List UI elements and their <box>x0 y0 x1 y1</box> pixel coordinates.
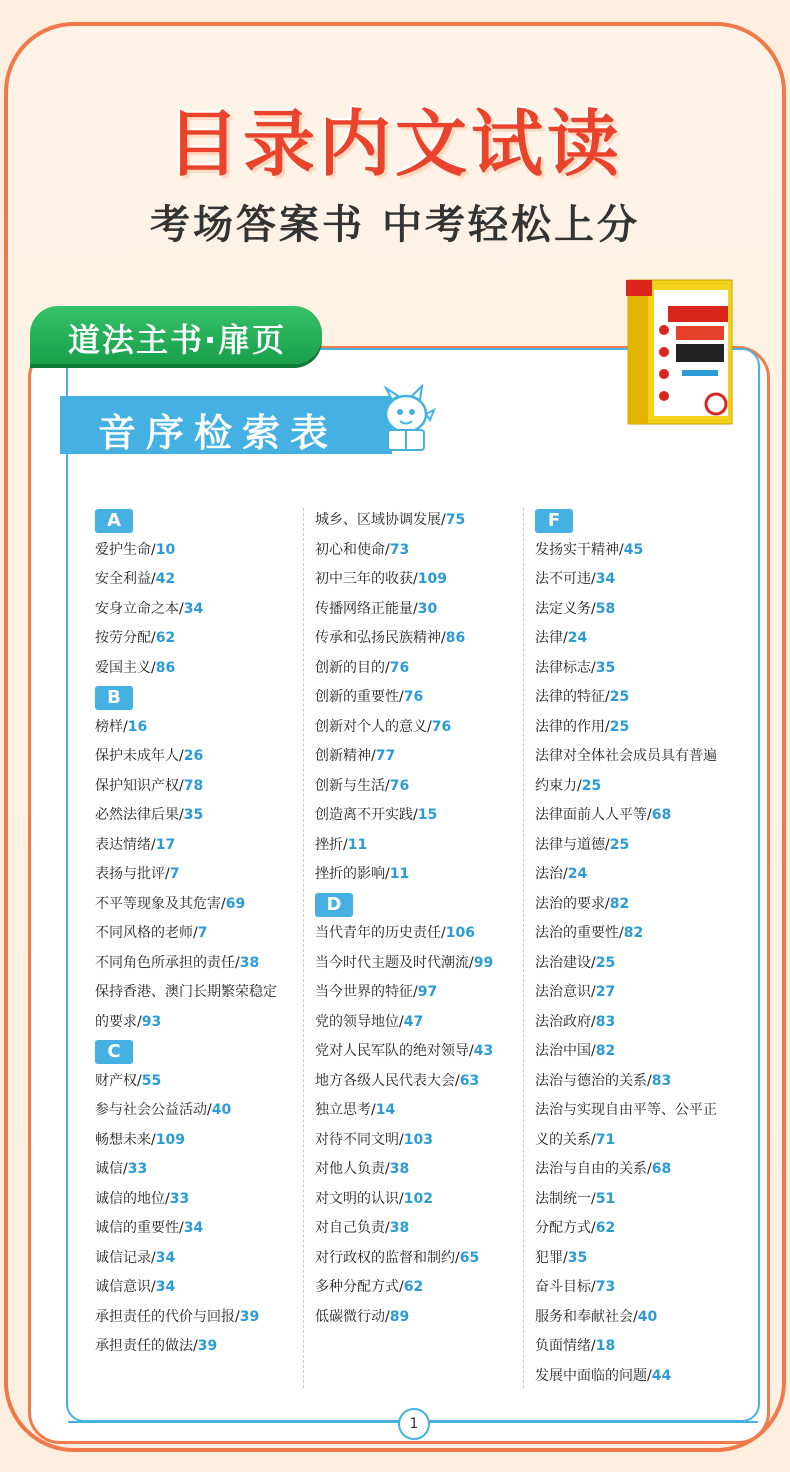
index-entry-page: 109 <box>155 1131 185 1148</box>
index-entry-term: 承担责任的做法/ <box>95 1338 198 1354</box>
index-entry-term: 法治政府/ <box>535 1013 596 1030</box>
index-letter-row <box>95 506 277 536</box>
index-entry-page: 11 <box>389 866 410 882</box>
page-title: 目录内文试读 <box>166 102 623 186</box>
index-entry <box>535 654 717 684</box>
index-entry <box>535 1214 717 1244</box>
index-entry-page: 55 <box>141 1072 162 1089</box>
index-entry-term: 保护未成年人/ <box>95 748 184 764</box>
index-entry-page: 62 <box>403 1279 424 1295</box>
index-entry-term: 法定义务/ <box>535 600 596 617</box>
index-entry-page: 45 <box>623 541 644 558</box>
index-entry-page: 97 <box>417 984 438 1000</box>
index-entry <box>315 713 493 743</box>
index-entry-page: 76 <box>389 659 410 676</box>
index-entry-term: 犯罪/ <box>535 1249 568 1266</box>
index-entry <box>535 1244 717 1274</box>
index-entry-page: 82 <box>609 895 630 912</box>
index-entry <box>95 1244 277 1274</box>
index-entry <box>535 772 717 802</box>
index-entry <box>95 1303 277 1333</box>
index-entry-page: 7 <box>197 925 208 941</box>
index-entry-term: 法律标志/ <box>535 659 596 676</box>
index-entry-term: 初心和使命/ <box>315 541 390 558</box>
index-entry-page: 76 <box>431 718 452 735</box>
index-entry-term: 对文明的认识/ <box>315 1190 404 1207</box>
index-entry <box>315 919 493 949</box>
index-entry <box>535 1273 717 1303</box>
index-entry-page: 62 <box>595 1220 616 1236</box>
column-divider-1 <box>303 508 304 1388</box>
index-entry <box>95 654 277 684</box>
index-entry <box>535 890 717 920</box>
index-entry-term: 必然法律后果/ <box>95 807 184 823</box>
index-entry <box>315 1126 493 1156</box>
index-entry <box>535 1037 717 1067</box>
column-divider-2 <box>523 508 524 1388</box>
index-entry <box>95 1214 277 1244</box>
index-entry <box>535 683 717 713</box>
index-column-2 <box>315 506 493 1332</box>
page-subtitle: 考场答案书 中考轻松上分 <box>150 202 640 248</box>
index-entry <box>95 860 277 890</box>
index-entry-term: 法治/ <box>535 866 568 882</box>
index-entry <box>535 860 717 890</box>
index-column-3 <box>535 506 717 1391</box>
index-entry-page: 34 <box>595 571 616 587</box>
index-entry <box>95 1273 277 1303</box>
index-entry-term: 创新精神/ <box>315 748 376 764</box>
index-entry <box>95 1126 277 1156</box>
index-entry-term: 负面情绪/ <box>535 1338 596 1354</box>
index-entry <box>535 742 717 772</box>
index-entry-page: 39 <box>197 1338 218 1354</box>
index-entry <box>315 1303 493 1333</box>
index-entry-term: 发扬实干精神/ <box>535 541 624 558</box>
index-entry-term: 保持香港、澳门长期繁荣稳定 <box>95 984 277 1000</box>
index-entry-term: 分配方式/ <box>535 1220 596 1236</box>
index-entry-term: 诚信的重要性/ <box>95 1220 184 1236</box>
index-entry-page: 24 <box>567 866 588 882</box>
index-entry-page: 25 <box>609 718 630 735</box>
index-entry <box>95 919 277 949</box>
index-entry <box>315 536 493 566</box>
index-entry <box>315 1155 493 1185</box>
index-entry-term: 表扬与批评/ <box>95 866 170 882</box>
index-entry <box>315 1214 493 1244</box>
index-entry-page: 25 <box>609 836 630 853</box>
index-entry-term: 法律面前人人平等/ <box>535 807 652 823</box>
index-entry-page: 109 <box>417 571 447 587</box>
index-entry-term: 保护知识产权/ <box>95 777 184 794</box>
index-entry <box>535 1096 717 1126</box>
index-entry-term: 法治建设/ <box>535 954 596 971</box>
index-entry <box>315 978 493 1008</box>
index-entry-page: 33 <box>127 1161 148 1177</box>
index-entry-term: 对待不同文明/ <box>315 1131 404 1148</box>
index-entry-term: 约束力/ <box>535 777 582 794</box>
index-entry <box>535 565 717 595</box>
index-entry <box>315 654 493 684</box>
index-column-1 <box>95 506 277 1362</box>
index-entry <box>535 624 717 654</box>
index-entry-page: 51 <box>595 1190 616 1207</box>
index-entry <box>95 1096 277 1126</box>
index-entry-page: 44 <box>651 1367 672 1384</box>
index-entry-term: 当今时代主题及时代潮流/ <box>315 954 474 971</box>
index-entry <box>95 713 277 743</box>
index-entry <box>315 683 493 713</box>
index-entry <box>535 1362 717 1392</box>
index-entry-term: 创新的目的/ <box>315 659 390 676</box>
index-entry-term: 诚信意识/ <box>95 1279 156 1295</box>
index-entry-term: 爱国主义/ <box>95 659 156 676</box>
index-entry-page: 83 <box>651 1072 672 1089</box>
index-entry-page: 35 <box>567 1249 588 1266</box>
index-entry-term: 法律的特征/ <box>535 689 610 705</box>
index-entry-term: 对自己负责/ <box>315 1220 390 1236</box>
index-entry-page: 77 <box>375 748 396 764</box>
index-entry <box>95 1008 277 1038</box>
index-entry-term: 法律的作用/ <box>535 718 610 735</box>
index-entry-term: 多种分配方式/ <box>315 1279 404 1295</box>
index-entry <box>535 1008 717 1038</box>
index-entry-page: 35 <box>595 659 616 676</box>
index-entry-page: 82 <box>595 1043 616 1059</box>
section-tab-label: 道法主书·扉页 <box>68 321 287 359</box>
index-entry <box>535 1185 717 1215</box>
index-entry-term: 挫折/ <box>315 836 348 853</box>
index-entry <box>95 595 277 625</box>
index-entry-term: 参与社会公益活动/ <box>95 1102 212 1118</box>
page-number: 1 <box>398 1408 430 1440</box>
index-entry-page: 86 <box>155 659 176 676</box>
index-entry-page: 40 <box>211 1102 232 1118</box>
index-entry-page: 25 <box>595 954 616 971</box>
index-entry-term: 法治的重要性/ <box>535 925 624 941</box>
index-entry-page: 34 <box>183 600 204 617</box>
index-entry <box>95 742 277 772</box>
index-letter-badge: A <box>95 509 133 533</box>
index-entry <box>315 1096 493 1126</box>
index-entry-term: 创新的重要性/ <box>315 689 404 705</box>
index-entry-term: 安身立命之本/ <box>95 600 184 617</box>
index-entry-page: 86 <box>445 630 466 646</box>
index-letter-row <box>315 890 493 920</box>
index-entry-page: 14 <box>375 1102 396 1118</box>
index-entry-term: 榜样/ <box>95 718 128 735</box>
index-entry-term: 法律/ <box>535 630 568 646</box>
index-entry <box>535 1155 717 1185</box>
index-entry <box>95 949 277 979</box>
index-entry-term: 传播网络正能量/ <box>315 600 418 617</box>
index-entry-term: 党对人民军队的绝对领导/ <box>315 1043 474 1059</box>
index-entry-page: 33 <box>169 1190 190 1207</box>
index-entry-term: 不平等现象及其危害/ <box>95 895 226 912</box>
index-entry-term: 不同角色所承担的责任/ <box>95 954 240 971</box>
index-entry-page: 63 <box>459 1072 480 1089</box>
index-entry-term: 创新与生活/ <box>315 777 390 794</box>
index-entry <box>315 801 493 831</box>
index-entry-page: 25 <box>609 689 630 705</box>
index-entry <box>535 919 717 949</box>
index-entry-page: 103 <box>403 1131 433 1148</box>
index-entry <box>95 890 277 920</box>
index-entry-page: 47 <box>403 1013 424 1030</box>
index-entry <box>315 1037 493 1067</box>
index-entry-page: 99 <box>473 954 494 971</box>
index-entry-page: 35 <box>183 807 204 823</box>
index-entry <box>95 1155 277 1185</box>
index-entry <box>535 1332 717 1362</box>
index-entry <box>315 1008 493 1038</box>
index-entry-page: 26 <box>183 748 204 764</box>
index-entry-page: 83 <box>595 1013 616 1030</box>
index-entry-page: 68 <box>651 807 672 823</box>
index-entry <box>315 1067 493 1097</box>
index-entry-page: 7 <box>169 866 180 882</box>
index-entry-term: 财产权/ <box>95 1072 142 1089</box>
index-entry-term: 法律对全体社会成员具有普遍 <box>535 748 717 764</box>
index-entry-page: 106 <box>445 925 475 941</box>
index-entry-page: 76 <box>403 689 424 705</box>
index-entry-page: 30 <box>417 600 438 617</box>
index-entry <box>535 713 717 743</box>
index-letter-row <box>95 1037 277 1067</box>
index-entry <box>95 1332 277 1362</box>
index-entry-page: 38 <box>389 1161 410 1177</box>
index-title-banner <box>60 396 392 454</box>
index-entry <box>315 595 493 625</box>
index-entry <box>95 772 277 802</box>
index-entry-page: 58 <box>595 600 616 617</box>
index-entry-page: 69 <box>225 895 246 912</box>
index-entry-term: 法治意识/ <box>535 984 596 1000</box>
index-entry <box>315 1244 493 1274</box>
index-entry <box>315 831 493 861</box>
index-entry <box>315 742 493 772</box>
index-entry-page: 71 <box>595 1131 616 1148</box>
index-entry <box>315 506 493 536</box>
index-entry-page: 10 <box>155 541 176 558</box>
book-cover-icon <box>624 278 734 426</box>
index-entry-term: 法治与自由的关系/ <box>535 1161 652 1177</box>
index-entry <box>95 831 277 861</box>
index-entry-page: 93 <box>141 1013 162 1030</box>
index-entry-term: 按劳分配/ <box>95 630 156 646</box>
index-entry-page: 42 <box>155 571 176 587</box>
index-entry-term: 当今世界的特征/ <box>315 984 418 1000</box>
index-entry-term: 创新对个人的意义/ <box>315 718 432 735</box>
index-letter-badge: F <box>535 509 573 533</box>
index-entry-page: 39 <box>239 1308 260 1325</box>
index-entry <box>535 595 717 625</box>
index-entry-term: 法制统一/ <box>535 1190 596 1207</box>
index-entry <box>95 978 277 1008</box>
index-entry <box>95 801 277 831</box>
index-entry-term: 党的领导地位/ <box>315 1013 404 1030</box>
index-entry-term: 奋斗目标/ <box>535 1279 596 1295</box>
index-entry-term: 承担责任的代价与回报/ <box>95 1308 240 1325</box>
index-entry-term: 诚信记录/ <box>95 1249 156 1266</box>
index-entry-term: 义的关系/ <box>535 1131 596 1148</box>
index-entry-page: 34 <box>183 1220 204 1236</box>
section-tab <box>30 306 322 364</box>
index-entry-term: 服务和奉献社会/ <box>535 1308 638 1325</box>
index-entry-term: 低碳微行动/ <box>315 1308 390 1325</box>
index-letter-badge: D <box>315 893 353 917</box>
index-letter-row <box>535 506 717 536</box>
index-entry <box>535 801 717 831</box>
index-entry <box>95 536 277 566</box>
index-entry-page: 38 <box>389 1220 410 1236</box>
index-entry-term: 传承和弘扬民族精神/ <box>315 630 446 646</box>
index-entry-page: 34 <box>155 1249 176 1266</box>
index-entry-page: 34 <box>155 1279 176 1295</box>
index-entry-term: 法治与实现自由平等、公平正 <box>535 1102 717 1118</box>
index-entry <box>315 1273 493 1303</box>
index-entry-page: 65 <box>459 1249 480 1266</box>
index-entry-page: 17 <box>155 836 176 853</box>
index-entry-term: 的要求/ <box>95 1013 142 1030</box>
index-entry-term: 诚信的地位/ <box>95 1190 170 1207</box>
index-entry <box>535 831 717 861</box>
index-entry-page: 75 <box>445 512 466 528</box>
index-entry <box>95 1067 277 1097</box>
index-letter-badge: B <box>95 686 133 710</box>
index-entry-page: 82 <box>623 925 644 941</box>
index-entry-term: 法不可违/ <box>535 571 596 587</box>
index-entry-page: 24 <box>567 630 588 646</box>
index-entry <box>315 624 493 654</box>
index-entry <box>535 978 717 1008</box>
index-entry-term: 独立思考/ <box>315 1102 376 1118</box>
index-entry-page: 62 <box>155 630 176 646</box>
index-entry-page: 18 <box>595 1338 616 1354</box>
index-entry <box>95 624 277 654</box>
index-letter-row <box>95 683 277 713</box>
index-entry-term: 爱护生命/ <box>95 541 156 558</box>
index-entry-term: 法治中国/ <box>535 1043 596 1059</box>
index-entry-page: 25 <box>581 777 602 794</box>
index-entry <box>315 1185 493 1215</box>
index-entry-term: 发展中面临的问题/ <box>535 1367 652 1384</box>
index-entry-page: 43 <box>473 1043 494 1059</box>
index-entry-term: 对行政权的监督和制约/ <box>315 1249 460 1266</box>
index-entry <box>535 536 717 566</box>
index-entry-term: 城乡、区域协调发展/ <box>315 512 446 528</box>
index-entry-page: 16 <box>127 718 148 735</box>
index-entry-page: 40 <box>637 1308 658 1325</box>
index-entry <box>535 949 717 979</box>
index-title: 音序检索表 <box>98 411 339 455</box>
index-entry-page: 15 <box>417 807 438 823</box>
index-entry <box>315 949 493 979</box>
index-entry-page: 11 <box>347 836 368 853</box>
index-entry-term: 对他人负责/ <box>315 1161 390 1177</box>
index-entry-term: 法治与德治的关系/ <box>535 1072 652 1089</box>
mascot-icon <box>378 384 436 456</box>
index-entry-page: 68 <box>651 1161 672 1177</box>
index-entry <box>315 860 493 890</box>
index-entry-page: 73 <box>389 541 410 558</box>
index-entry <box>315 565 493 595</box>
index-entry-term: 当代青年的历史责任/ <box>315 925 446 941</box>
index-entry-page: 76 <box>389 777 410 794</box>
index-letter-badge: C <box>95 1040 133 1064</box>
index-entry-term: 诚信/ <box>95 1161 128 1177</box>
index-entry-page: 38 <box>239 954 260 971</box>
index-entry-term: 地方各级人民代表大会/ <box>315 1072 460 1089</box>
index-entry-term: 法律与道德/ <box>535 836 610 853</box>
index-entry-term: 不同风格的老师/ <box>95 925 198 941</box>
index-entry <box>95 565 277 595</box>
index-entry-term: 安全利益/ <box>95 571 156 587</box>
index-entry <box>535 1126 717 1156</box>
index-entry-page: 27 <box>595 984 616 1000</box>
index-entry-term: 畅想未来/ <box>95 1131 156 1148</box>
index-entry-page: 78 <box>183 777 204 794</box>
index-entry-term: 法治的要求/ <box>535 895 610 912</box>
index-entry-term: 初中三年的收获/ <box>315 571 418 587</box>
index-entry <box>535 1067 717 1097</box>
index-entry-term: 表达情绪/ <box>95 836 156 853</box>
index-entry-term: 创造离不开实践/ <box>315 807 418 823</box>
index-entry <box>535 1303 717 1333</box>
index-entry-page: 73 <box>595 1279 616 1295</box>
index-entry <box>315 772 493 802</box>
index-entry-page: 102 <box>403 1190 433 1207</box>
index-entry <box>95 1185 277 1215</box>
index-entry-term: 挫折的影响/ <box>315 866 390 882</box>
index-entry-page: 89 <box>389 1308 410 1325</box>
